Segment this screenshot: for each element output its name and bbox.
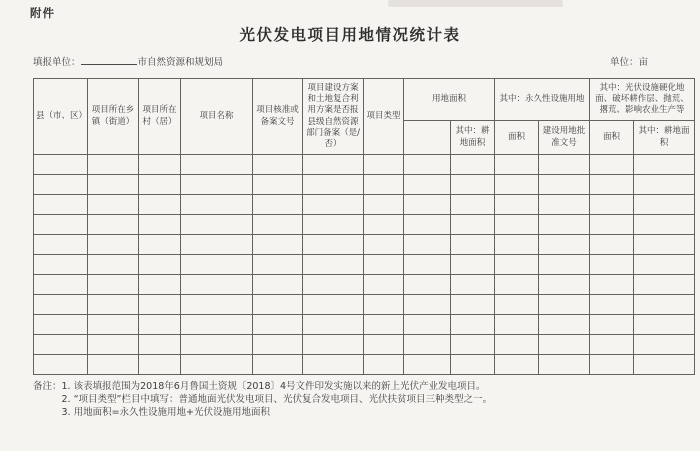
table-row <box>34 175 695 195</box>
empty-cell <box>539 335 590 355</box>
empty-cell <box>303 235 364 255</box>
empty-cell <box>404 295 451 315</box>
reporting-unit-value: 市自然资源和规划局 <box>137 57 224 68</box>
col-group-permanent-facility-land: 其中：永久性设施用地 <box>495 79 590 121</box>
empty-cell <box>539 255 590 275</box>
empty-cell <box>634 255 695 275</box>
empty-cell <box>34 315 88 335</box>
subcol-land-area-cultivated: 其中：耕地面积 <box>451 121 495 155</box>
col-header-county: 县（市、区） <box>34 79 88 155</box>
empty-cell <box>181 175 253 195</box>
empty-cell <box>303 315 364 335</box>
subcol-permanent-area: 面积 <box>495 121 539 155</box>
empty-cell <box>404 155 451 175</box>
empty-cell <box>634 235 695 255</box>
empty-cell <box>181 335 253 355</box>
empty-cell <box>88 215 139 235</box>
attachment-label: 附件 <box>30 6 55 20</box>
empty-cell <box>88 195 139 215</box>
empty-cell <box>88 235 139 255</box>
empty-cell <box>303 275 364 295</box>
empty-cell <box>590 195 634 215</box>
empty-cell <box>451 315 495 335</box>
empty-cell <box>364 255 404 275</box>
empty-cell <box>364 195 404 215</box>
empty-cell <box>181 255 253 275</box>
empty-cell <box>88 275 139 295</box>
table-row <box>34 275 695 295</box>
empty-cell <box>181 215 253 235</box>
col-header-plan-filed: 项目建设方案和土地复合利用方案是否报县级自然资源部门备案（是/否） <box>303 79 364 155</box>
empty-cell <box>253 355 303 375</box>
table-row <box>34 195 695 215</box>
empty-cell <box>590 235 634 255</box>
empty-cell <box>404 215 451 235</box>
empty-cell <box>404 335 451 355</box>
empty-cell <box>364 155 404 175</box>
empty-cell <box>451 175 495 195</box>
note-item-3: 3. 用地面积=永久性设施用地+光伏设施用地面积 <box>61 407 271 419</box>
empty-cell <box>88 355 139 375</box>
table-row <box>34 315 695 335</box>
empty-cell <box>539 315 590 335</box>
empty-cell <box>303 295 364 315</box>
empty-cell <box>495 335 539 355</box>
empty-cell <box>495 315 539 335</box>
empty-cell <box>495 355 539 375</box>
empty-cell <box>539 295 590 315</box>
empty-cell <box>590 275 634 295</box>
empty-cell <box>139 295 181 315</box>
subcol-impact-area: 面积 <box>590 121 634 155</box>
empty-cell <box>139 255 181 275</box>
empty-cell <box>451 195 495 215</box>
empty-cell <box>451 235 495 255</box>
empty-cell <box>139 155 181 175</box>
scan-artifact <box>388 0 563 7</box>
empty-cell <box>253 235 303 255</box>
col-header-village: 项目所在村（居） <box>139 79 181 155</box>
empty-cell <box>181 275 253 295</box>
empty-cell <box>139 175 181 195</box>
empty-cell <box>34 195 88 215</box>
empty-cell <box>139 335 181 355</box>
empty-cell <box>364 335 404 355</box>
empty-cell <box>34 255 88 275</box>
empty-cell <box>634 295 695 315</box>
empty-cell <box>634 155 695 175</box>
empty-cell <box>495 215 539 235</box>
empty-cell <box>34 355 88 375</box>
table-row <box>34 155 695 175</box>
empty-cell <box>451 255 495 275</box>
empty-cell <box>139 215 181 235</box>
empty-cell <box>181 295 253 315</box>
empty-cell <box>181 355 253 375</box>
empty-cell <box>451 335 495 355</box>
empty-cell <box>404 275 451 295</box>
notes-label: 备注： <box>33 381 62 392</box>
empty-cell <box>451 215 495 235</box>
empty-cell <box>88 175 139 195</box>
empty-cell <box>590 355 634 375</box>
empty-cell <box>88 295 139 315</box>
empty-cell <box>364 315 404 335</box>
empty-cell <box>590 295 634 315</box>
meta-row <box>33 54 694 68</box>
empty-cell <box>634 315 695 335</box>
notes-items <box>62 380 688 419</box>
empty-cell <box>539 355 590 375</box>
empty-cell <box>539 215 590 235</box>
empty-cell <box>590 315 634 335</box>
empty-cell <box>303 195 364 215</box>
empty-cell <box>404 255 451 275</box>
page-title: 光伏发电项目用地情况统计表 <box>239 26 461 44</box>
empty-cell <box>88 155 139 175</box>
reporting-unit-label: 填报单位： <box>33 57 81 68</box>
subcol-impact-cultivated: 其中：耕地面积 <box>634 121 695 155</box>
empty-cell <box>181 235 253 255</box>
table-row <box>34 295 695 315</box>
empty-cell <box>253 255 303 275</box>
empty-cell <box>404 355 451 375</box>
empty-cell <box>404 235 451 255</box>
empty-cell <box>539 155 590 175</box>
empty-cell <box>451 355 495 375</box>
empty-cell <box>253 155 303 175</box>
empty-cell <box>364 235 404 255</box>
empty-cell <box>303 335 364 355</box>
empty-cell <box>34 335 88 355</box>
empty-cell <box>590 175 634 195</box>
empty-cell <box>634 195 695 215</box>
empty-cell <box>253 215 303 235</box>
empty-cell <box>34 235 88 255</box>
empty-cell <box>539 195 590 215</box>
empty-cell <box>88 255 139 275</box>
col-header-approval-doc-no: 项目核准或备案文号 <box>253 79 303 155</box>
empty-cell <box>539 275 590 295</box>
table-row <box>34 215 695 235</box>
empty-cell <box>88 335 139 355</box>
empty-cell <box>364 215 404 235</box>
empty-cell <box>634 275 695 295</box>
empty-cell <box>590 155 634 175</box>
empty-cell <box>634 335 695 355</box>
table-row <box>34 255 695 275</box>
empty-cell <box>451 275 495 295</box>
empty-cell <box>590 255 634 275</box>
empty-cell <box>34 295 88 315</box>
empty-cell <box>303 355 364 375</box>
empty-cell <box>139 355 181 375</box>
empty-cell <box>253 195 303 215</box>
col-header-township: 项目所在乡镇（街道） <box>88 79 139 155</box>
empty-cell <box>253 335 303 355</box>
empty-cell <box>364 355 404 375</box>
land-use-statistics-table <box>33 78 695 375</box>
empty-cell <box>539 175 590 195</box>
empty-cell <box>590 215 634 235</box>
empty-cell <box>495 235 539 255</box>
subcol-construction-approval-no: 建设用地批准文号 <box>539 121 590 155</box>
empty-cell <box>634 355 695 375</box>
reporting-unit <box>33 54 223 68</box>
empty-cell <box>495 255 539 275</box>
empty-cell <box>495 275 539 295</box>
empty-cell <box>253 295 303 315</box>
empty-cell <box>404 195 451 215</box>
note-item-2: 2. “项目类型”栏目中填写：普通地面光伏发电项目、光伏复合发电项目、光伏扶贫项目三种类型之一。 <box>61 394 492 406</box>
notes-section <box>33 380 688 419</box>
empty-cell <box>34 275 88 295</box>
empty-cell <box>590 335 634 355</box>
empty-cell <box>303 255 364 275</box>
empty-cell <box>495 295 539 315</box>
table-row <box>34 355 695 375</box>
note-item-1: 1. 该表填报范围为2018年6月鲁国土资规〔2018〕4号文件印发实施以来的新上光伏产业发电项目。 <box>61 381 486 392</box>
empty-cell <box>139 275 181 295</box>
empty-cell <box>634 175 695 195</box>
empty-cell <box>495 155 539 175</box>
empty-cell <box>451 155 495 175</box>
empty-cell <box>139 195 181 215</box>
empty-cell <box>364 295 404 315</box>
table-body <box>34 155 695 375</box>
col-group-land-area: 用地面积 <box>404 79 495 121</box>
empty-cell <box>404 315 451 335</box>
empty-cell <box>404 175 451 195</box>
empty-cell <box>303 175 364 195</box>
empty-cell <box>495 195 539 215</box>
empty-cell <box>539 235 590 255</box>
subcol-land-area-total <box>404 121 451 155</box>
col-header-project-type: 项目类型 <box>364 79 404 155</box>
empty-cell <box>253 315 303 335</box>
col-header-project-name: 项目名称 <box>181 79 253 155</box>
empty-cell <box>303 215 364 235</box>
empty-cell <box>181 315 253 335</box>
empty-cell <box>34 215 88 235</box>
col-group-pv-facility-impact: 其中：光伏设施硬化地面、破坏耕作层、抛荒、撂荒、影响农业生产等 <box>590 79 695 121</box>
empty-cell <box>253 275 303 295</box>
empty-cell <box>364 275 404 295</box>
empty-cell <box>303 155 364 175</box>
empty-cell <box>181 195 253 215</box>
empty-cell <box>451 295 495 315</box>
empty-cell <box>139 235 181 255</box>
empty-cell <box>34 155 88 175</box>
table-header <box>34 79 695 155</box>
empty-cell <box>181 155 253 175</box>
empty-cell <box>253 175 303 195</box>
reporting-unit-blank-line <box>81 55 137 65</box>
empty-cell <box>495 175 539 195</box>
empty-cell <box>634 215 695 235</box>
table-row <box>34 335 695 355</box>
empty-cell <box>34 175 88 195</box>
empty-cell <box>364 175 404 195</box>
empty-cell <box>88 315 139 335</box>
empty-cell <box>139 315 181 335</box>
unit-label: 单位：亩 <box>609 57 648 68</box>
table-row <box>34 235 695 255</box>
